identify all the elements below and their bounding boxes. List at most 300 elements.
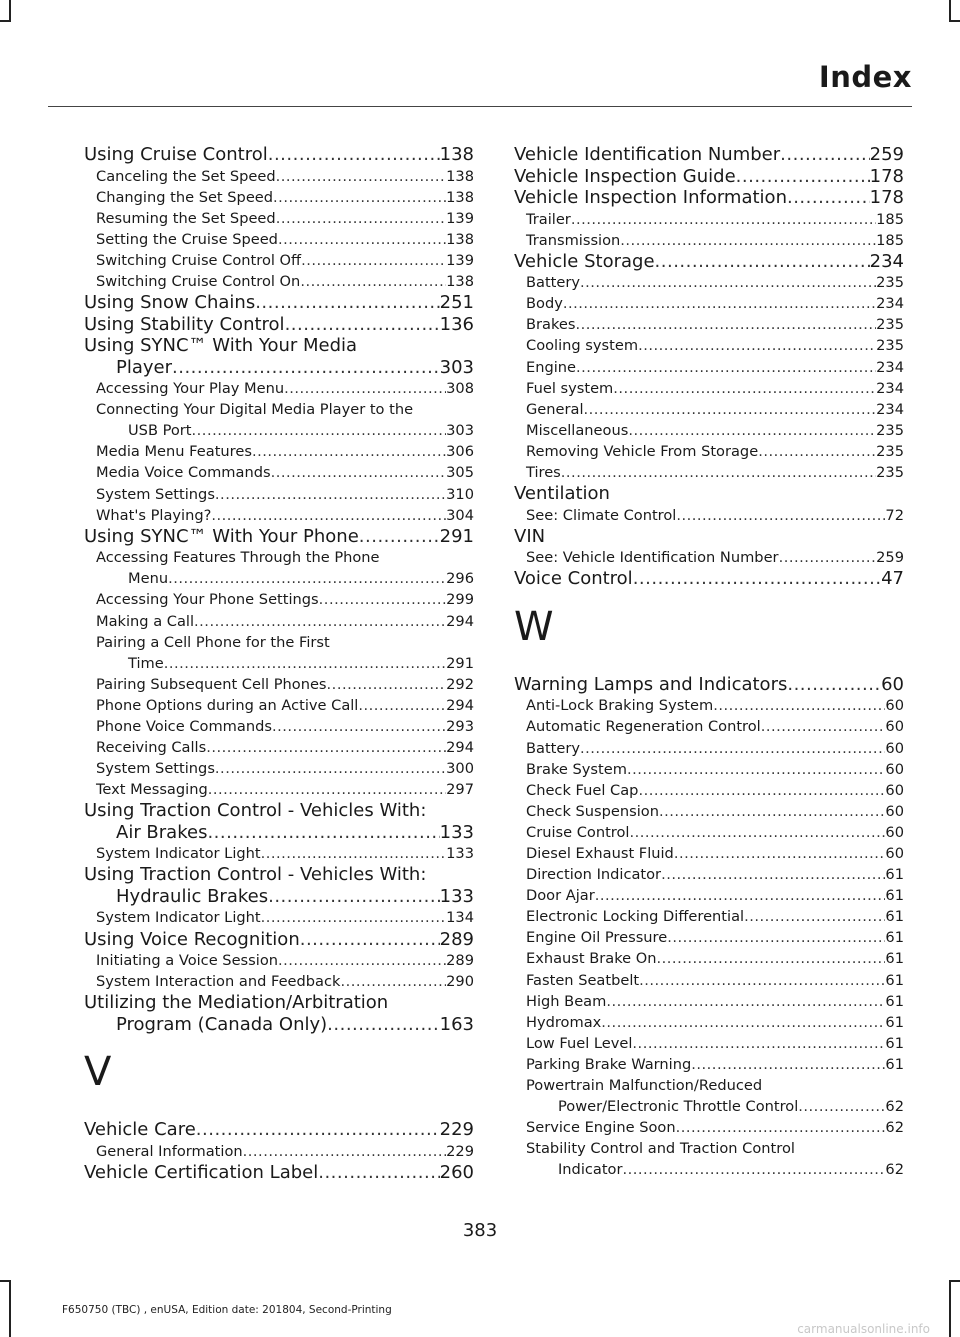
index-subentry bbox=[514, 547, 904, 568]
entry-title: Initiating a Voice Session bbox=[96, 952, 278, 970]
crop-mark-top-left-h bbox=[0, 20, 10, 22]
index-entry bbox=[514, 568, 904, 590]
page-ref: 47 bbox=[881, 568, 904, 590]
page-ref: 235 bbox=[876, 442, 904, 460]
entry-title: Anti-Lock Braking System bbox=[526, 697, 714, 715]
index-entry bbox=[84, 144, 474, 166]
index-subentry bbox=[514, 948, 904, 969]
page-ref: 61 bbox=[885, 950, 904, 968]
index-subentry bbox=[514, 695, 904, 716]
index-subentry bbox=[84, 187, 474, 208]
index-subentry bbox=[514, 906, 904, 927]
entry-title: Making a Call bbox=[96, 612, 195, 630]
page-ref: 138 bbox=[446, 272, 474, 290]
crop-mark-top-right-v bbox=[949, 0, 951, 22]
dot-leader bbox=[627, 759, 885, 780]
page-ref: 61 bbox=[885, 992, 904, 1010]
index-subentry bbox=[514, 885, 904, 906]
index-subentry bbox=[514, 272, 904, 293]
page-title: Index bbox=[818, 60, 912, 94]
index-subentry bbox=[514, 209, 904, 230]
page-ref: 61 bbox=[885, 971, 904, 989]
entry-title: Brakes bbox=[526, 316, 576, 334]
index-subentry bbox=[514, 441, 904, 462]
index-subentry bbox=[84, 758, 474, 779]
page-ref: 290 bbox=[446, 973, 474, 991]
entry-title: Removing Vehicle From Storage bbox=[526, 442, 759, 460]
entry-title: Exhaust Brake On bbox=[526, 950, 657, 968]
entry-title: Media Menu Features bbox=[96, 443, 252, 461]
dot-leader bbox=[713, 695, 885, 716]
page-ref: 235 bbox=[876, 274, 904, 292]
dot-leader bbox=[613, 378, 876, 399]
dot-leader bbox=[278, 950, 446, 971]
index-subentry bbox=[514, 399, 904, 420]
entry-title: Text Messaging bbox=[96, 781, 208, 799]
index-subentry bbox=[514, 357, 904, 378]
dot-leader bbox=[561, 462, 876, 483]
header-rule bbox=[48, 106, 912, 107]
entry-title: Fasten Seatbelt bbox=[526, 971, 640, 989]
index-entry-multiline: Utilizing the Mediation/Arbitration Program (Canada Only) ..... 163 bbox=[84, 992, 474, 1035]
page-ref: 178 bbox=[869, 165, 904, 187]
dot-leader bbox=[744, 906, 885, 927]
dot-leader bbox=[285, 314, 440, 336]
index-subentry bbox=[84, 737, 474, 758]
entry-title: Cooling system bbox=[526, 337, 639, 355]
page-ref: 72 bbox=[885, 506, 904, 524]
entry-title: System Indicator Light bbox=[96, 845, 261, 863]
dot-leader bbox=[628, 420, 876, 441]
index-entry bbox=[84, 1119, 474, 1141]
index-subentry bbox=[84, 208, 474, 229]
index-subentry-multiline: Accessing Features Through the Phone Menu ..... 296 bbox=[84, 547, 474, 589]
crop-mark-top-right-h bbox=[950, 20, 960, 22]
index-subentry bbox=[84, 971, 474, 992]
index-subentry-multiline: Pairing a Cell Phone for the First Time ..... 291 bbox=[84, 632, 474, 674]
page-ref: 291 bbox=[439, 525, 474, 547]
index-subentry bbox=[514, 801, 904, 822]
dot-leader bbox=[779, 547, 877, 568]
dot-leader bbox=[194, 611, 446, 632]
entry-title: Phone Options during an Active Call bbox=[96, 696, 359, 714]
entry-title: Service Engine Soon bbox=[526, 1119, 676, 1137]
entry-title: Battery bbox=[526, 739, 581, 757]
page-ref: 60 bbox=[885, 760, 904, 778]
dot-leader bbox=[268, 144, 440, 166]
entry-title: Phone Voice Commands bbox=[96, 717, 272, 735]
index-entry-multiline: Using Traction Control - Vehicles With: Air Brakes ..... 133 bbox=[84, 800, 474, 843]
entry-title: What's Playing? bbox=[96, 506, 212, 524]
dot-leader bbox=[359, 526, 440, 548]
dot-leader bbox=[252, 441, 446, 462]
dot-leader bbox=[676, 505, 885, 526]
dot-leader bbox=[261, 843, 447, 864]
page-ref: 289 bbox=[446, 952, 474, 970]
index-subentry-multiline: Stability Control and Traction Control Indicator ..... 62 bbox=[514, 1138, 904, 1180]
page-ref: 299 bbox=[446, 591, 474, 609]
entry-title: Direction Indicator bbox=[526, 866, 662, 884]
index-subentry bbox=[514, 314, 904, 335]
index-subentry bbox=[514, 822, 904, 843]
index-subentry bbox=[84, 779, 474, 800]
page-ref: 138 bbox=[446, 167, 474, 185]
index-subentry bbox=[84, 674, 474, 695]
dot-leader bbox=[301, 250, 446, 271]
index-entry-multiline: Using Traction Control - Vehicles With: Hydraulic Brakes ..... 133 bbox=[84, 864, 474, 907]
index-subentry bbox=[514, 1054, 904, 1075]
entry-title: Diesel Exhaust Fluid bbox=[526, 844, 674, 862]
page-ref: 133 bbox=[446, 845, 474, 863]
index-subentry bbox=[84, 505, 474, 526]
index-subentry bbox=[84, 462, 474, 483]
index-subentry bbox=[514, 738, 904, 759]
index-entry bbox=[84, 314, 474, 336]
entry-title: Changing the Set Speed bbox=[96, 188, 274, 206]
entry-title: Door Ajar bbox=[526, 887, 595, 905]
dot-leader bbox=[639, 970, 885, 991]
entry-title: Vehicle Care bbox=[84, 1119, 196, 1141]
index-subentry bbox=[514, 864, 904, 885]
page-ref: 60 bbox=[885, 697, 904, 715]
dot-leader bbox=[271, 462, 447, 483]
page-ref: 138 bbox=[446, 188, 474, 206]
entry-title: Brake System bbox=[526, 760, 627, 778]
index-subentry bbox=[84, 589, 474, 610]
watermark: carmanualsonline.info bbox=[797, 1322, 930, 1336]
page-ref: 61 bbox=[885, 866, 904, 884]
dot-leader bbox=[758, 441, 876, 462]
page-ref: 304 bbox=[446, 506, 474, 524]
index-subentry bbox=[84, 843, 474, 864]
index-subentry bbox=[84, 271, 474, 292]
entry-title: Electronic Locking Differential bbox=[526, 908, 745, 926]
dot-leader bbox=[595, 885, 886, 906]
entry-title: Receiving Calls bbox=[96, 739, 207, 757]
page-ref: 235 bbox=[876, 337, 904, 355]
dot-leader bbox=[661, 864, 885, 885]
dot-leader bbox=[736, 166, 870, 188]
dot-leader bbox=[276, 208, 446, 229]
dot-leader bbox=[576, 357, 876, 378]
entry-title: Automatic Regeneration Control bbox=[526, 718, 761, 736]
crop-mark-bottom-right-v bbox=[949, 1280, 951, 1337]
entry-title: Hydromax bbox=[526, 1013, 602, 1031]
entry-title: Switching Cruise Control Off bbox=[96, 251, 302, 269]
section-letter: V bbox=[84, 1049, 112, 1096]
dot-leader bbox=[571, 209, 876, 230]
entry-title: Vehicle Certification Label bbox=[84, 1161, 319, 1183]
index-entry bbox=[84, 526, 474, 548]
index-subentry bbox=[84, 1141, 474, 1162]
index-subentry bbox=[514, 843, 904, 864]
page-ref: 289 bbox=[439, 928, 474, 950]
index-subentry bbox=[84, 484, 474, 505]
page-ref: 139 bbox=[446, 251, 474, 269]
entry-title: Check Fuel Cap bbox=[526, 781, 639, 799]
index-subentry-multiline: Connecting Your Digital Media Player to the USB Port ..... 303 bbox=[84, 399, 474, 441]
index-entry: Ventilation bbox=[514, 483, 610, 505]
dot-leader bbox=[563, 293, 876, 314]
page-ref: 61 bbox=[885, 1034, 904, 1052]
entry-title: Accessing Your Phone Settings bbox=[96, 591, 319, 609]
crop-mark-bottom-right-h bbox=[950, 1280, 960, 1282]
page-ref: 234 bbox=[876, 295, 904, 313]
page-ref: 178 bbox=[869, 187, 904, 208]
entry-title: System Indicator Light bbox=[96, 909, 261, 927]
page-ref: 61 bbox=[885, 1013, 904, 1031]
index-subentry bbox=[514, 293, 904, 314]
crop-mark-bottom-left-h bbox=[0, 1280, 10, 1282]
dot-leader bbox=[206, 737, 446, 758]
entry-title: High Beam bbox=[526, 992, 607, 1010]
dot-leader bbox=[620, 230, 876, 251]
page-ref: 292 bbox=[446, 675, 474, 693]
page-ref: 259 bbox=[876, 549, 904, 567]
index-subentry bbox=[84, 950, 474, 971]
dot-leader bbox=[255, 292, 439, 314]
index-subentry bbox=[84, 166, 474, 187]
dot-leader bbox=[780, 144, 869, 166]
page-ref: 234 bbox=[869, 250, 904, 272]
index-subentry bbox=[514, 759, 904, 780]
index-subentry bbox=[84, 695, 474, 716]
index-subentry bbox=[84, 716, 474, 737]
dot-leader bbox=[691, 1054, 885, 1075]
page-ref: 300 bbox=[446, 760, 474, 778]
index-entry: VIN bbox=[514, 525, 546, 547]
dot-leader bbox=[659, 801, 885, 822]
page-ref: 294 bbox=[446, 739, 474, 757]
entry-title: Vehicle Storage bbox=[514, 250, 655, 272]
page-ref: 61 bbox=[885, 929, 904, 947]
index-subentry bbox=[84, 441, 474, 462]
entry-title: General bbox=[526, 400, 584, 418]
dot-leader bbox=[601, 1012, 885, 1033]
dot-leader bbox=[787, 187, 870, 209]
dot-leader bbox=[284, 378, 446, 399]
page-ref: 134 bbox=[446, 909, 474, 927]
dot-leader bbox=[276, 166, 447, 187]
dot-leader bbox=[633, 568, 881, 590]
entry-title: Body bbox=[526, 295, 563, 313]
page-ref: 235 bbox=[876, 421, 904, 439]
dot-leader bbox=[580, 272, 876, 293]
page-ref: 251 bbox=[439, 292, 474, 314]
index-subentry bbox=[84, 611, 474, 632]
entry-title: General Information bbox=[96, 1142, 243, 1160]
index-subentry bbox=[514, 378, 904, 399]
page-ref: 136 bbox=[439, 313, 474, 335]
dot-leader bbox=[674, 843, 886, 864]
dot-leader bbox=[358, 695, 446, 716]
page-ref: 138 bbox=[446, 230, 474, 248]
index-subentry bbox=[514, 716, 904, 737]
page-ref: 234 bbox=[876, 358, 904, 376]
dot-leader bbox=[211, 505, 446, 526]
entry-title: Transmission bbox=[526, 231, 621, 249]
page-ref: 60 bbox=[885, 739, 904, 757]
index-subentry bbox=[514, 1033, 904, 1054]
dot-leader bbox=[676, 1117, 886, 1138]
page-ref: 139 bbox=[446, 209, 474, 227]
page-ref: 306 bbox=[446, 443, 474, 461]
page-ref: 234 bbox=[876, 400, 904, 418]
index-subentry bbox=[514, 1012, 904, 1033]
page-ref: 310 bbox=[446, 485, 474, 503]
entry-title: Engine bbox=[526, 358, 577, 376]
crop-mark-top-left-v bbox=[9, 0, 11, 22]
entry-title: Using Cruise Control bbox=[84, 144, 268, 165]
dot-leader bbox=[584, 399, 877, 420]
entry-title: Miscellaneous bbox=[526, 421, 629, 439]
page-ref: 61 bbox=[885, 1055, 904, 1073]
entry-title: Low Fuel Level bbox=[526, 1034, 633, 1052]
index-subentry bbox=[84, 250, 474, 271]
dot-leader bbox=[667, 927, 885, 948]
page-ref: 235 bbox=[876, 464, 904, 482]
index-subentry bbox=[84, 907, 474, 928]
page-ref: 61 bbox=[885, 887, 904, 905]
index-subentry bbox=[514, 991, 904, 1012]
dot-leader bbox=[196, 1119, 440, 1141]
dot-leader bbox=[575, 314, 876, 335]
page-ref: 293 bbox=[446, 717, 474, 735]
dot-leader bbox=[761, 716, 886, 737]
dot-leader bbox=[318, 1162, 439, 1184]
index-entry bbox=[514, 144, 904, 166]
index-entry bbox=[514, 674, 904, 696]
page-ref: 60 bbox=[885, 844, 904, 862]
dot-leader bbox=[638, 780, 885, 801]
entry-title: Setting the Cruise Speed bbox=[96, 230, 278, 248]
dot-leader bbox=[629, 822, 885, 843]
page-ref: 294 bbox=[446, 612, 474, 630]
entry-title: Engine Oil Pressure bbox=[526, 929, 668, 947]
page-ref: 60 bbox=[885, 802, 904, 820]
dot-leader bbox=[215, 484, 446, 505]
entry-title: Using SYNC™ With Your Phone bbox=[84, 525, 359, 547]
index-subentry bbox=[514, 1117, 904, 1138]
index-column-right bbox=[514, 144, 904, 1180]
dot-leader bbox=[638, 335, 876, 356]
index-entry bbox=[84, 292, 474, 314]
dot-leader bbox=[655, 251, 870, 273]
index-entry-multiline: Using SYNC™ With Your Media Player ..... 303 bbox=[84, 335, 474, 378]
dot-leader bbox=[319, 589, 446, 610]
page-ref: 138 bbox=[439, 144, 474, 165]
index-subentry bbox=[514, 927, 904, 948]
entry-title: Media Voice Commands bbox=[96, 464, 271, 482]
entry-title: Pairing Subsequent Cell Phones bbox=[96, 675, 327, 693]
entry-title: Canceling the Set Speed bbox=[96, 167, 276, 185]
page-ref: 60 bbox=[881, 673, 904, 695]
dot-leader bbox=[580, 738, 885, 759]
entry-title: Using Stability Control bbox=[84, 313, 285, 335]
entry-title: System Interaction and Feedback bbox=[96, 973, 341, 991]
index-entry bbox=[84, 1162, 474, 1184]
entry-title: See: Vehicle Identification Number bbox=[526, 549, 779, 567]
page-ref: 308 bbox=[446, 380, 474, 398]
page-ref: 297 bbox=[446, 781, 474, 799]
dot-leader bbox=[208, 779, 446, 800]
dot-leader bbox=[300, 271, 446, 292]
index-subentry bbox=[84, 378, 474, 399]
page-number: 383 bbox=[462, 1220, 498, 1241]
entry-title: Accessing Your Play Menu bbox=[96, 380, 285, 398]
dot-leader bbox=[787, 674, 881, 696]
page-ref: 235 bbox=[876, 316, 904, 334]
dot-leader bbox=[243, 1141, 447, 1162]
index-entry bbox=[514, 187, 904, 209]
page-ref: 260 bbox=[439, 1161, 474, 1183]
dot-leader bbox=[327, 674, 447, 695]
page-ref: 60 bbox=[885, 718, 904, 736]
page-ref: 185 bbox=[876, 231, 904, 249]
index-subentry bbox=[514, 230, 904, 251]
index-subentry bbox=[514, 462, 904, 483]
page-ref: 294 bbox=[446, 696, 474, 714]
entry-title: Using Voice Recognition bbox=[84, 928, 300, 950]
entry-title: Parking Brake Warning bbox=[526, 1055, 692, 1073]
entry-title: Warning Lamps and Indicators bbox=[514, 673, 788, 695]
dot-leader bbox=[657, 948, 886, 969]
entry-title: Vehicle Identification Number bbox=[514, 144, 781, 165]
entry-title: Check Suspension bbox=[526, 802, 659, 820]
entry-title: Trailer bbox=[526, 210, 571, 228]
index-subentry bbox=[514, 420, 904, 441]
entry-title: Battery bbox=[526, 274, 581, 292]
entry-title: Resuming the Set Speed bbox=[96, 209, 276, 227]
index-subentry bbox=[514, 335, 904, 356]
dot-leader bbox=[632, 1033, 885, 1054]
entry-title: Switching Cruise Control On bbox=[96, 272, 301, 290]
page-ref: 185 bbox=[876, 210, 904, 228]
index-subentry bbox=[514, 780, 904, 801]
entry-title: Vehicle Inspection Information bbox=[514, 187, 787, 208]
page-ref: 229 bbox=[439, 1119, 474, 1141]
page-ref: 229 bbox=[446, 1142, 474, 1160]
dot-leader bbox=[272, 716, 446, 737]
dot-leader bbox=[215, 758, 446, 779]
entry-title: See: Climate Control bbox=[526, 506, 677, 524]
index-column-left bbox=[84, 144, 474, 1183]
page-ref: 60 bbox=[885, 781, 904, 799]
page-ref: 60 bbox=[885, 823, 904, 841]
page-ref: 62 bbox=[885, 1119, 904, 1137]
section-letter: W bbox=[514, 603, 554, 650]
entry-title: System Settings bbox=[96, 485, 215, 503]
dot-leader bbox=[606, 991, 885, 1012]
index-entry bbox=[84, 929, 474, 951]
index-entry bbox=[514, 251, 904, 273]
index-subentry-multiline: Powertrain Malfunction/Reduced Power/Electronic Throttle Control ..... 62 bbox=[514, 1075, 904, 1117]
entry-title: Cruise Control bbox=[526, 823, 630, 841]
page-ref: 61 bbox=[885, 908, 904, 926]
dot-leader bbox=[273, 187, 446, 208]
entry-title: Fuel system bbox=[526, 379, 614, 397]
entry-title: Tires bbox=[526, 464, 561, 482]
page-ref: 259 bbox=[869, 144, 904, 165]
index-subentry bbox=[514, 505, 904, 526]
dot-leader bbox=[340, 971, 446, 992]
entry-title: Vehicle Inspection Guide bbox=[514, 165, 736, 187]
page-ref: 305 bbox=[446, 464, 474, 482]
index-subentry bbox=[514, 970, 904, 991]
page-ref: 234 bbox=[876, 379, 904, 397]
entry-title: System Settings bbox=[96, 760, 215, 778]
index-subentry bbox=[84, 229, 474, 250]
